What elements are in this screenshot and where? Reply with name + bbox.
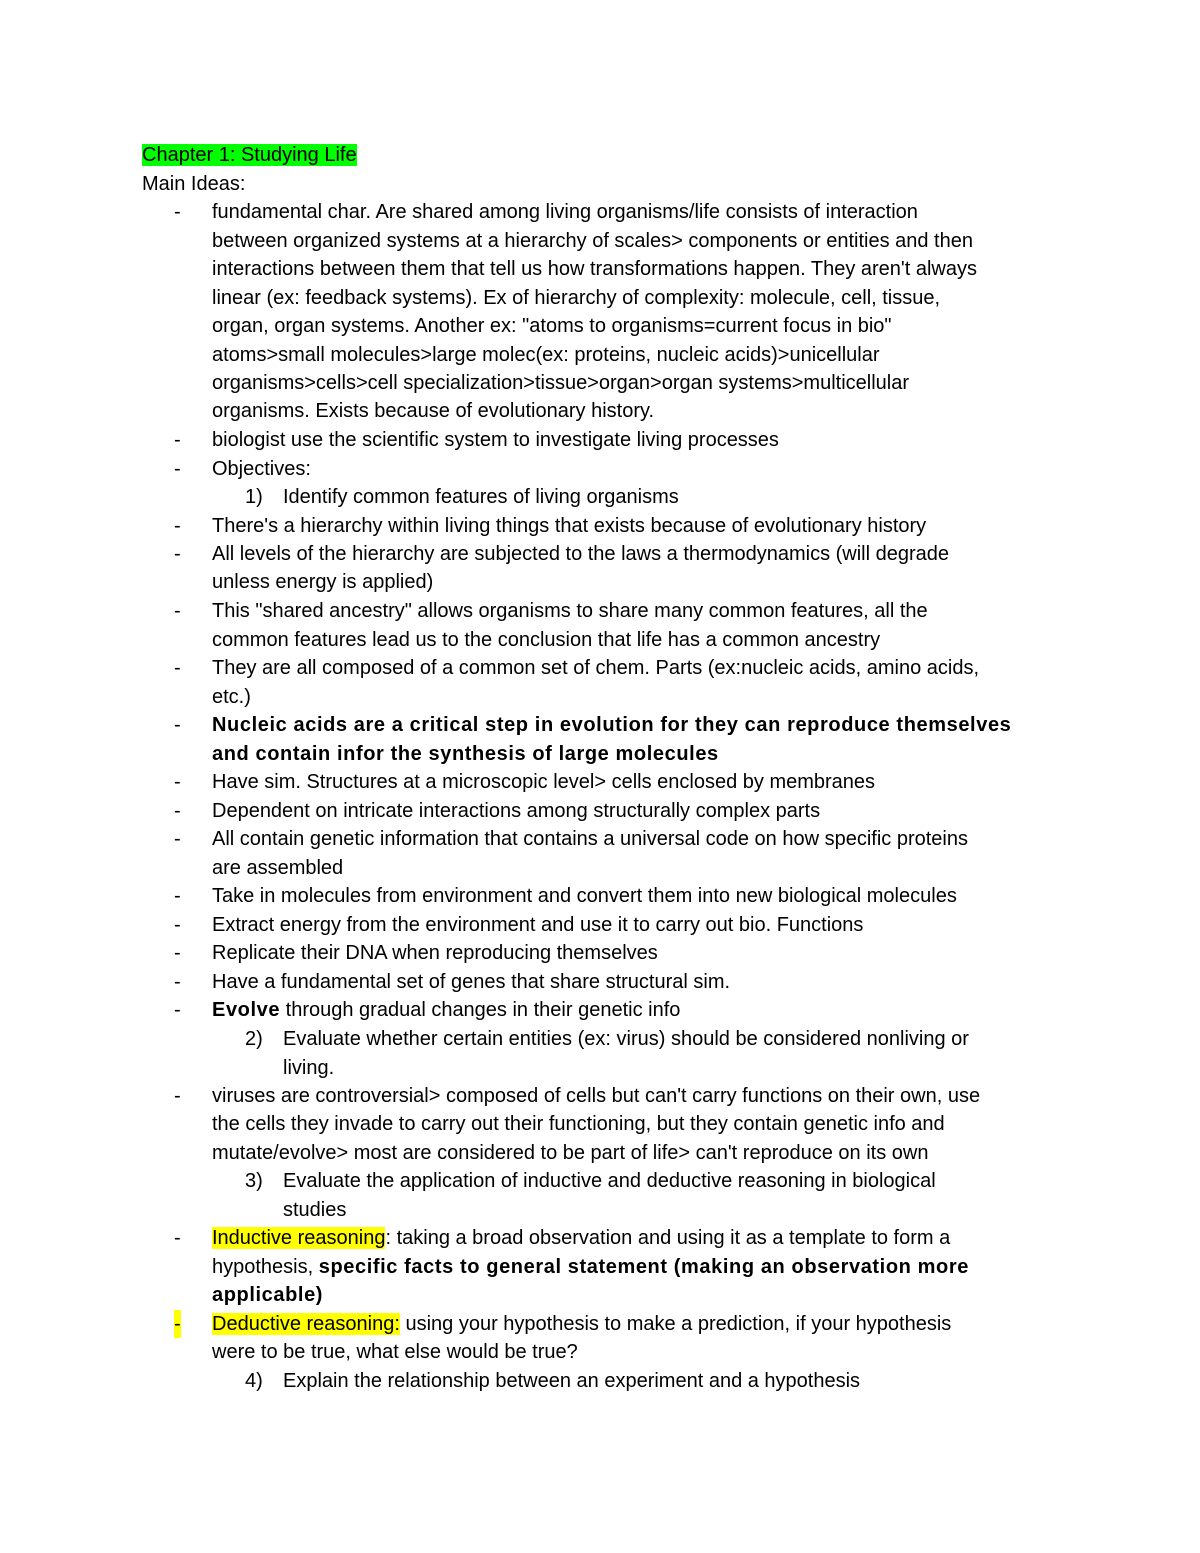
- bullet-marker: -: [174, 885, 181, 907]
- list-item-text: are assembled: [212, 857, 344, 879]
- list-item-text: All levels of the hierarchy are subjected to the laws a thermodynamics (will degrade: [212, 543, 950, 565]
- bullet-marker: -: [174, 458, 181, 480]
- list-item-text: Extract energy from the environment and use it to carry out bio. Functions: [212, 914, 864, 936]
- list-item-text: linear (ex: feedback systems). Ex of hierarchy of complexity: molecule, cell, tissue,: [212, 287, 941, 309]
- list-item-text: Have sim. Structures at a microscopic level> cells enclosed by membranes: [212, 771, 876, 793]
- list-item-text: mutate/evolve> most are considered to be part of life> can't reproduce on its own: [212, 1142, 929, 1164]
- bullet-marker: -: [174, 429, 181, 451]
- list-item-text-bold: and contain infor the synthesis of large molecules: [212, 743, 719, 765]
- deductive-reasoning-term: Deductive reasoning:: [212, 1313, 400, 1335]
- bullet-marker: -: [174, 201, 181, 223]
- inductive-reasoning-term: Inductive reasoning: [212, 1227, 386, 1249]
- list-item-text-bold: Nucleic acids are a critical step in evolution for they can reproduce themselves: [212, 714, 1012, 736]
- objective-text: Explain the relationship between an experiment and a hypothesis: [283, 1370, 861, 1392]
- list-item-text-bold: applicable): [212, 1284, 324, 1306]
- list-item-text: common features lead us to the conclusion that life has a common ancestry: [212, 629, 881, 651]
- bullet-marker: -: [174, 657, 181, 679]
- evolve-description: through gradual changes in their genetic info: [280, 999, 681, 1021]
- hypothesis-text: hypothesis,: [212, 1256, 319, 1278]
- list-item-text: the cells they invade to carry out their functioning, but they contain genetic info and: [212, 1113, 945, 1135]
- bullet-marker: -: [174, 1085, 181, 1107]
- objective-text: studies: [283, 1199, 347, 1221]
- bullet-marker: -: [174, 914, 181, 936]
- list-item-text: organ, organ systems. Another ex: "atoms to organisms=current focus in bio": [212, 315, 892, 337]
- title-highlight: Chapter 1: Studying Life: [142, 144, 357, 166]
- objective-number: 1): [245, 486, 263, 508]
- bullet-marker: -: [174, 1310, 181, 1338]
- list-item-text: fundamental char. Are shared among living organisms/life consists of interaction: [212, 201, 918, 223]
- bullet-marker: -: [174, 543, 181, 565]
- list-item-text: between organized systems at a hierarchy of scales> components or entities and then: [212, 230, 973, 252]
- bullet-marker: -: [174, 1227, 181, 1249]
- list-item-text: Take in molecules from environment and convert them into new biological molecules: [212, 885, 957, 907]
- list-item-text: organisms. Exists because of evolutionary history.: [212, 400, 655, 422]
- bullet-marker: -: [174, 828, 181, 850]
- list-item-text: were to be true, what else would be true?: [212, 1341, 578, 1363]
- objective-text: Evaluate the application of inductive and deductive reasoning in biological: [283, 1170, 936, 1192]
- specific-facts-bold: specific facts to general statement (making an observation more: [318, 1256, 969, 1278]
- chapter-title: [142, 141, 357, 169]
- objective-number: 4): [245, 1370, 263, 1392]
- list-item-text: [212, 996, 680, 1024]
- bullet-marker: -: [174, 942, 181, 964]
- objective-number: 2): [245, 1028, 263, 1050]
- list-item-text: Objectives:: [212, 458, 311, 480]
- list-item-text: They are all composed of a common set of chem. Parts (ex:nucleic acids, amino acids,: [212, 657, 980, 679]
- list-item-text: biologist use the scientific system to investigate living processes: [212, 429, 779, 451]
- main-ideas-heading: Main Ideas:: [142, 173, 246, 195]
- objective-number: 3): [245, 1170, 263, 1192]
- list-item-text: Have a fundamental set of genes that share structural sim.: [212, 971, 731, 993]
- list-item-text: There's a hierarchy within living things that exists because of evolutionary history: [212, 515, 927, 537]
- list-item-text: [212, 1253, 969, 1281]
- list-item-text: This "shared ancestry" allows organisms to share many common features, all the: [212, 600, 928, 622]
- list-item-text: All contain genetic information that contains a universal code on how specific proteins: [212, 828, 968, 850]
- bullet-marker: -: [174, 771, 181, 793]
- bullet-marker: -: [174, 515, 181, 537]
- bullet-marker: -: [174, 999, 181, 1021]
- list-item-text: interactions between them that tell us how transformations happen. They aren't always: [212, 258, 977, 280]
- list-item-text: Dependent on intricate interactions among structurally complex parts: [212, 800, 821, 822]
- list-item-text: Replicate their DNA when reproducing themselves: [212, 942, 658, 964]
- bullet-marker: -: [174, 600, 181, 622]
- bullet-marker: -: [174, 800, 181, 822]
- objective-text: living.: [283, 1057, 335, 1079]
- inductive-reasoning-definition: : taking a broad observation and using it as a template to form a: [385, 1227, 951, 1249]
- list-item-text: viruses are controversial> composed of cells but can't carry functions on their own, use: [212, 1085, 981, 1107]
- evolve-term: Evolve: [212, 999, 281, 1021]
- deductive-reasoning-definition: using your hypothesis to make a prediction, if your hypothesis: [399, 1313, 952, 1335]
- list-item-text: [212, 1224, 950, 1252]
- objective-text: Evaluate whether certain entities (ex: virus) should be considered nonliving or: [283, 1028, 969, 1050]
- list-item-text: organisms>cells>cell specialization>tissue>organ>organ systems>multicellular: [212, 372, 910, 394]
- objective-text: Identify common features of living organisms: [283, 486, 679, 508]
- bullet-marker: -: [174, 971, 181, 993]
- list-item-text: [212, 1310, 951, 1338]
- list-item-text: unless energy is applied): [212, 571, 434, 593]
- list-item-text: etc.): [212, 686, 251, 708]
- bullet-marker: -: [174, 714, 181, 736]
- list-item-text: atoms>small molecules>large molec(ex: proteins, nucleic acids)>unicellular: [212, 344, 880, 366]
